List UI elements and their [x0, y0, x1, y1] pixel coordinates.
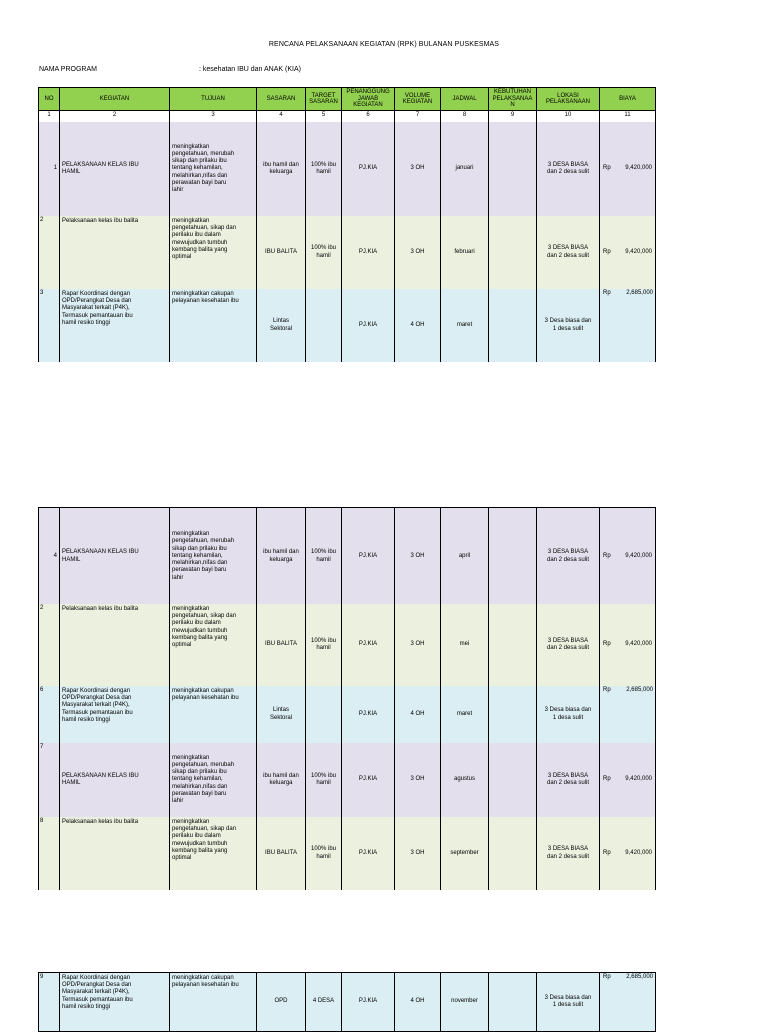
biaya-currency: Rp [603, 165, 611, 172]
sasaran-cell: IBU BALITA [256, 817, 305, 890]
biaya-value [603, 687, 653, 694]
biaya-cell [599, 817, 656, 890]
biaya-amount: 9,420,000 [625, 552, 652, 559]
biaya-currency: Rp [603, 290, 611, 296]
kebutuhan-cell [488, 122, 536, 216]
table-row [38, 216, 656, 290]
jadwal-cell: agustus [440, 743, 488, 817]
target-cell: 100% ibu hamil [305, 122, 341, 216]
sasaran-cell: IBU BALITA [256, 604, 305, 686]
program-label: NAMA PROGRAM [39, 66, 97, 73]
volume-cell: 4 OH [394, 289, 440, 362]
no-cell: 2 [38, 604, 59, 686]
jadwal-cell: april [440, 508, 488, 605]
biaya-amount: 9,420,000 [625, 776, 652, 783]
volume-cell: 3 OH [394, 817, 440, 890]
jadwal-cell: maret [440, 289, 488, 362]
kebutuhan-cell [488, 289, 536, 362]
header-cell-tujuan: TUJUAN [169, 88, 256, 110]
tujuan-cell: meningkatkan pengetahuan, merubah sikap dan prilaku ibu tentang kehamilan, melahirkan,nifas dan perawatan bayi baru lahir [169, 508, 256, 605]
biaya-currency: Rp [603, 974, 611, 980]
header-cell-sasaran: SASARAN [256, 88, 305, 110]
table-row [38, 604, 656, 687]
tujuan-cell: meningkatkan pengetahuan, sikap dan perilaku ibu dalam mewujudkan tumbuh kembang balita yang optimal [169, 817, 256, 890]
no-cell: 2 [38, 216, 59, 289]
column-number-row [38, 109, 656, 123]
table-row [38, 817, 656, 890]
header-cell-volume: VOLUME KEGIATAN [394, 88, 440, 110]
volume-cell: 3 OH [394, 743, 440, 817]
target-cell: 100% ibu hamil [305, 817, 341, 890]
kebutuhan-cell [488, 508, 536, 605]
program-value: : kesehatan IBU dan ANAK (KIA) [199, 66, 301, 73]
sasaran-cell: IBU BALITA [256, 216, 305, 289]
tujuan-cell: meningkatkan cakupan pelayanan kesehatan ibu [169, 289, 256, 362]
target-cell: 4 DESA [305, 973, 341, 1031]
lokasi-cell: 3 Desa biasa dan 1 desa sulit [536, 289, 599, 362]
table-row [38, 743, 656, 818]
no-cell: 6 [38, 686, 59, 743]
kebutuhan-cell [488, 973, 536, 1031]
biaya-cell [599, 604, 656, 686]
biaya-amount: 9,420,000 [625, 165, 652, 172]
sasaran-cell: Lintas Sektoral [256, 289, 305, 362]
kebutuhan-cell [488, 216, 536, 289]
column-number-cell: 3 [169, 109, 256, 122]
volume-cell: 3 OH [394, 508, 440, 605]
sasaran-cell: ibu hamil dan keluarga [256, 122, 305, 216]
biaya-currency: Rp [603, 248, 611, 255]
biaya-currency: Rp [603, 849, 611, 856]
no-cell: 1 [38, 122, 59, 216]
biaya-cell [599, 289, 656, 362]
biaya-value [602, 850, 653, 857]
table-row [38, 686, 656, 744]
sasaran-cell: ibu hamil dan keluarga [256, 508, 305, 605]
volume-cell: 3 OH [394, 216, 440, 289]
lokasi-cell: 3 DESA BIASA dan 2 desa sulit [536, 604, 599, 686]
kegiatan-cell: PELAKSANAAN KELAS IBU HAMIL [59, 508, 169, 605]
biaya-currency: Rp [603, 552, 611, 559]
jadwal-cell: februari [440, 216, 488, 289]
header-cell-no: NO [38, 88, 59, 110]
biaya-amount: 2,685,000 [626, 974, 653, 980]
sasaran-cell: ibu hamil dan keluarga [256, 743, 305, 817]
biaya-amount: 9,420,000 [625, 641, 652, 648]
jadwal-cell: maret [440, 686, 488, 743]
biaya-value [603, 290, 653, 297]
target-cell: 100% ibu hamil [305, 508, 341, 605]
no-cell: 7 [38, 743, 59, 817]
header-cell-target: TARGET SASARAN [305, 88, 341, 110]
volume-cell: 4 OH [394, 686, 440, 743]
jadwal-cell: september [440, 817, 488, 890]
pj-cell: PJ.KIA [341, 508, 394, 605]
no-cell: 4 [38, 508, 59, 605]
biaya-value [603, 974, 653, 981]
column-number-cell: 5 [305, 109, 341, 122]
kegiatan-cell: Pelaksanaan kelas ibu balita [59, 216, 169, 289]
kegiatan-cell: Rapar Koordinasi dengan OPD/Perangkat Desa dan Masyarakat terkait (P4K), Termasuk pemantauan ibu hamil resiko tinggi [59, 973, 169, 1031]
target-cell: 100% ibu hamil [305, 743, 341, 817]
kegiatan-cell: PELAKSANAAN KELAS IBU HAMIL [59, 122, 169, 216]
header-cell-biaya: BIAYA [599, 88, 656, 110]
kegiatan-cell: Pelaksanaan kelas ibu balita [59, 604, 169, 686]
biaya-amount: 2,685,000 [626, 687, 653, 693]
kebutuhan-cell [488, 604, 536, 686]
volume-cell: 3 OH [394, 604, 440, 686]
target-cell: 100% ibu hamil [305, 604, 341, 686]
kebutuhan-cell [488, 743, 536, 817]
target-cell: 100% ibu hamil [305, 216, 341, 289]
kebutuhan-cell [488, 686, 536, 743]
table-row [38, 507, 656, 606]
biaya-amount: 9,420,000 [625, 248, 652, 255]
biaya-cell [599, 973, 656, 1031]
biaya-value [602, 641, 653, 648]
column-number-cell: 11 [599, 109, 656, 122]
tujuan-cell: meningkatkan cakupan pelayanan kesehatan ibu [169, 686, 256, 743]
jadwal-cell: januari [440, 122, 488, 216]
lokasi-cell: 3 DESA BIASA dan 2 desa sulit [536, 216, 599, 289]
biaya-cell [599, 743, 656, 817]
target-cell [305, 289, 341, 362]
lokasi-cell: 3 DESA BIASA dan 2 desa sulit [536, 508, 599, 605]
column-number-cell: 9 [488, 109, 536, 122]
column-number-cell: 8 [440, 109, 488, 122]
tujuan-cell: meningkatkan cakupan pelayanan kesehatan ibu [169, 973, 256, 1031]
column-number-cell: 1 [38, 109, 59, 122]
biaya-value [602, 776, 653, 783]
kegiatan-cell: Rapar Koordinasi dengan OPD/Perangkat Desa dan Masyarakat terkait (P4K), Termasuk pemantauan ibu hamil resiko tinggi [59, 686, 169, 743]
tujuan-cell: meningkatkan pengetahuan, merubah sikap dan prilaku ibu tentang kehamilan, melahirkan,nifas dan perawatan bayi baru lahir [169, 122, 256, 216]
column-number-cell: 7 [394, 109, 440, 122]
biaya-currency: Rp [603, 687, 611, 693]
lokasi-cell: 3 Desa biasa dan 1 desa sulit [536, 973, 599, 1031]
column-number-cell: 6 [341, 109, 394, 122]
biaya-value [602, 249, 653, 256]
biaya-cell [599, 216, 656, 289]
sasaran-cell: OPD [256, 973, 305, 1031]
biaya-cell [599, 686, 656, 743]
sasaran-cell: Lintas Sektoral [256, 686, 305, 743]
lokasi-cell: 3 DESA BIASA dan 2 desa sulit [536, 743, 599, 817]
lokasi-cell: 3 DESA BIASA dan 2 desa sulit [536, 122, 599, 216]
kegiatan-cell: Pelaksanaan kelas ibu balita [59, 817, 169, 890]
no-cell: 3 [38, 289, 59, 362]
no-cell: 8 [38, 817, 59, 890]
pj-cell: PJ.KIA [341, 817, 394, 890]
header-cell-kebutuhan: KEBUTUHAN PELAKSANAA N [488, 88, 536, 110]
header-cell-lokasi: LOKASI PELAKSANAAN [536, 88, 599, 110]
tujuan-cell: meningkatkan pengetahuan, sikap dan perilaku ibu dalam mewujudkan tumbuh kembang balita yang optimal [169, 216, 256, 289]
biaya-currency: Rp [603, 641, 611, 648]
lokasi-cell: 3 Desa biasa dan 1 desa sulit [536, 686, 599, 743]
tujuan-cell: meningkatkan pengetahuan, merubah sikap dan prilaku ibu tentang kehamilan, melahirkan,nifas dan perawatan bayi baru lahir [169, 743, 256, 817]
target-cell [305, 686, 341, 743]
biaya-amount: 9,420,000 [625, 849, 652, 856]
biaya-value [602, 165, 653, 172]
biaya-value [602, 553, 653, 560]
kegiatan-cell: PELAKSANAAN KELAS IBU HAMIL [59, 743, 169, 817]
column-number-cell: 4 [256, 109, 305, 122]
pj-cell: PJ.KIA [341, 743, 394, 817]
column-number-cell: 2 [59, 109, 169, 122]
header-cell-kegiatan: KEGIATAN [59, 88, 169, 110]
volume-cell: 4 OH [394, 973, 440, 1031]
jadwal-cell: mei [440, 604, 488, 686]
kebutuhan-cell [488, 817, 536, 890]
table-row [38, 972, 656, 1032]
jadwal-cell: november [440, 973, 488, 1031]
biaya-amount: 2,685,000 [626, 290, 653, 296]
tujuan-cell: meningkatkan pengetahuan, sikap dan perilaku ibu dalam mewujudkan tumbuh kembang balita yang optimal [169, 604, 256, 686]
pj-cell: PJ.KIA [341, 604, 394, 686]
table-row [38, 122, 656, 217]
pj-cell: PJ.KIA [341, 122, 394, 216]
header-cell-pj: PENANGGUNG JAWAB KEGIATAN [341, 88, 394, 110]
volume-cell: 3 OH [394, 122, 440, 216]
pj-cell: PJ.KIA [341, 289, 394, 362]
pj-cell: PJ.KIA [341, 216, 394, 289]
document-title: RENCANA PELAKSANAAN KEGIATAN (RPK) BULANAN PUSKESMAS [268, 41, 500, 48]
table-row [38, 289, 656, 362]
no-cell: 9 [38, 973, 59, 1031]
column-number-cell: 10 [536, 109, 599, 122]
table-header-row [38, 87, 656, 111]
header-cell-jadwal: JADWAL [440, 88, 488, 110]
biaya-cell [599, 508, 656, 605]
biaya-cell [599, 122, 656, 216]
pj-cell: PJ.KIA [341, 973, 394, 1031]
lokasi-cell: 3 DESA BIASA dan 2 desa sulit [536, 817, 599, 890]
pj-cell: PJ.KIA [341, 686, 394, 743]
kegiatan-cell: Rapar Koordinasi dengan OPD/Perangkat Desa dan Masyarakat terkait (P4K), Termasuk pemantauan ibu hamil resiko tinggi [59, 289, 169, 362]
biaya-currency: Rp [603, 776, 611, 783]
